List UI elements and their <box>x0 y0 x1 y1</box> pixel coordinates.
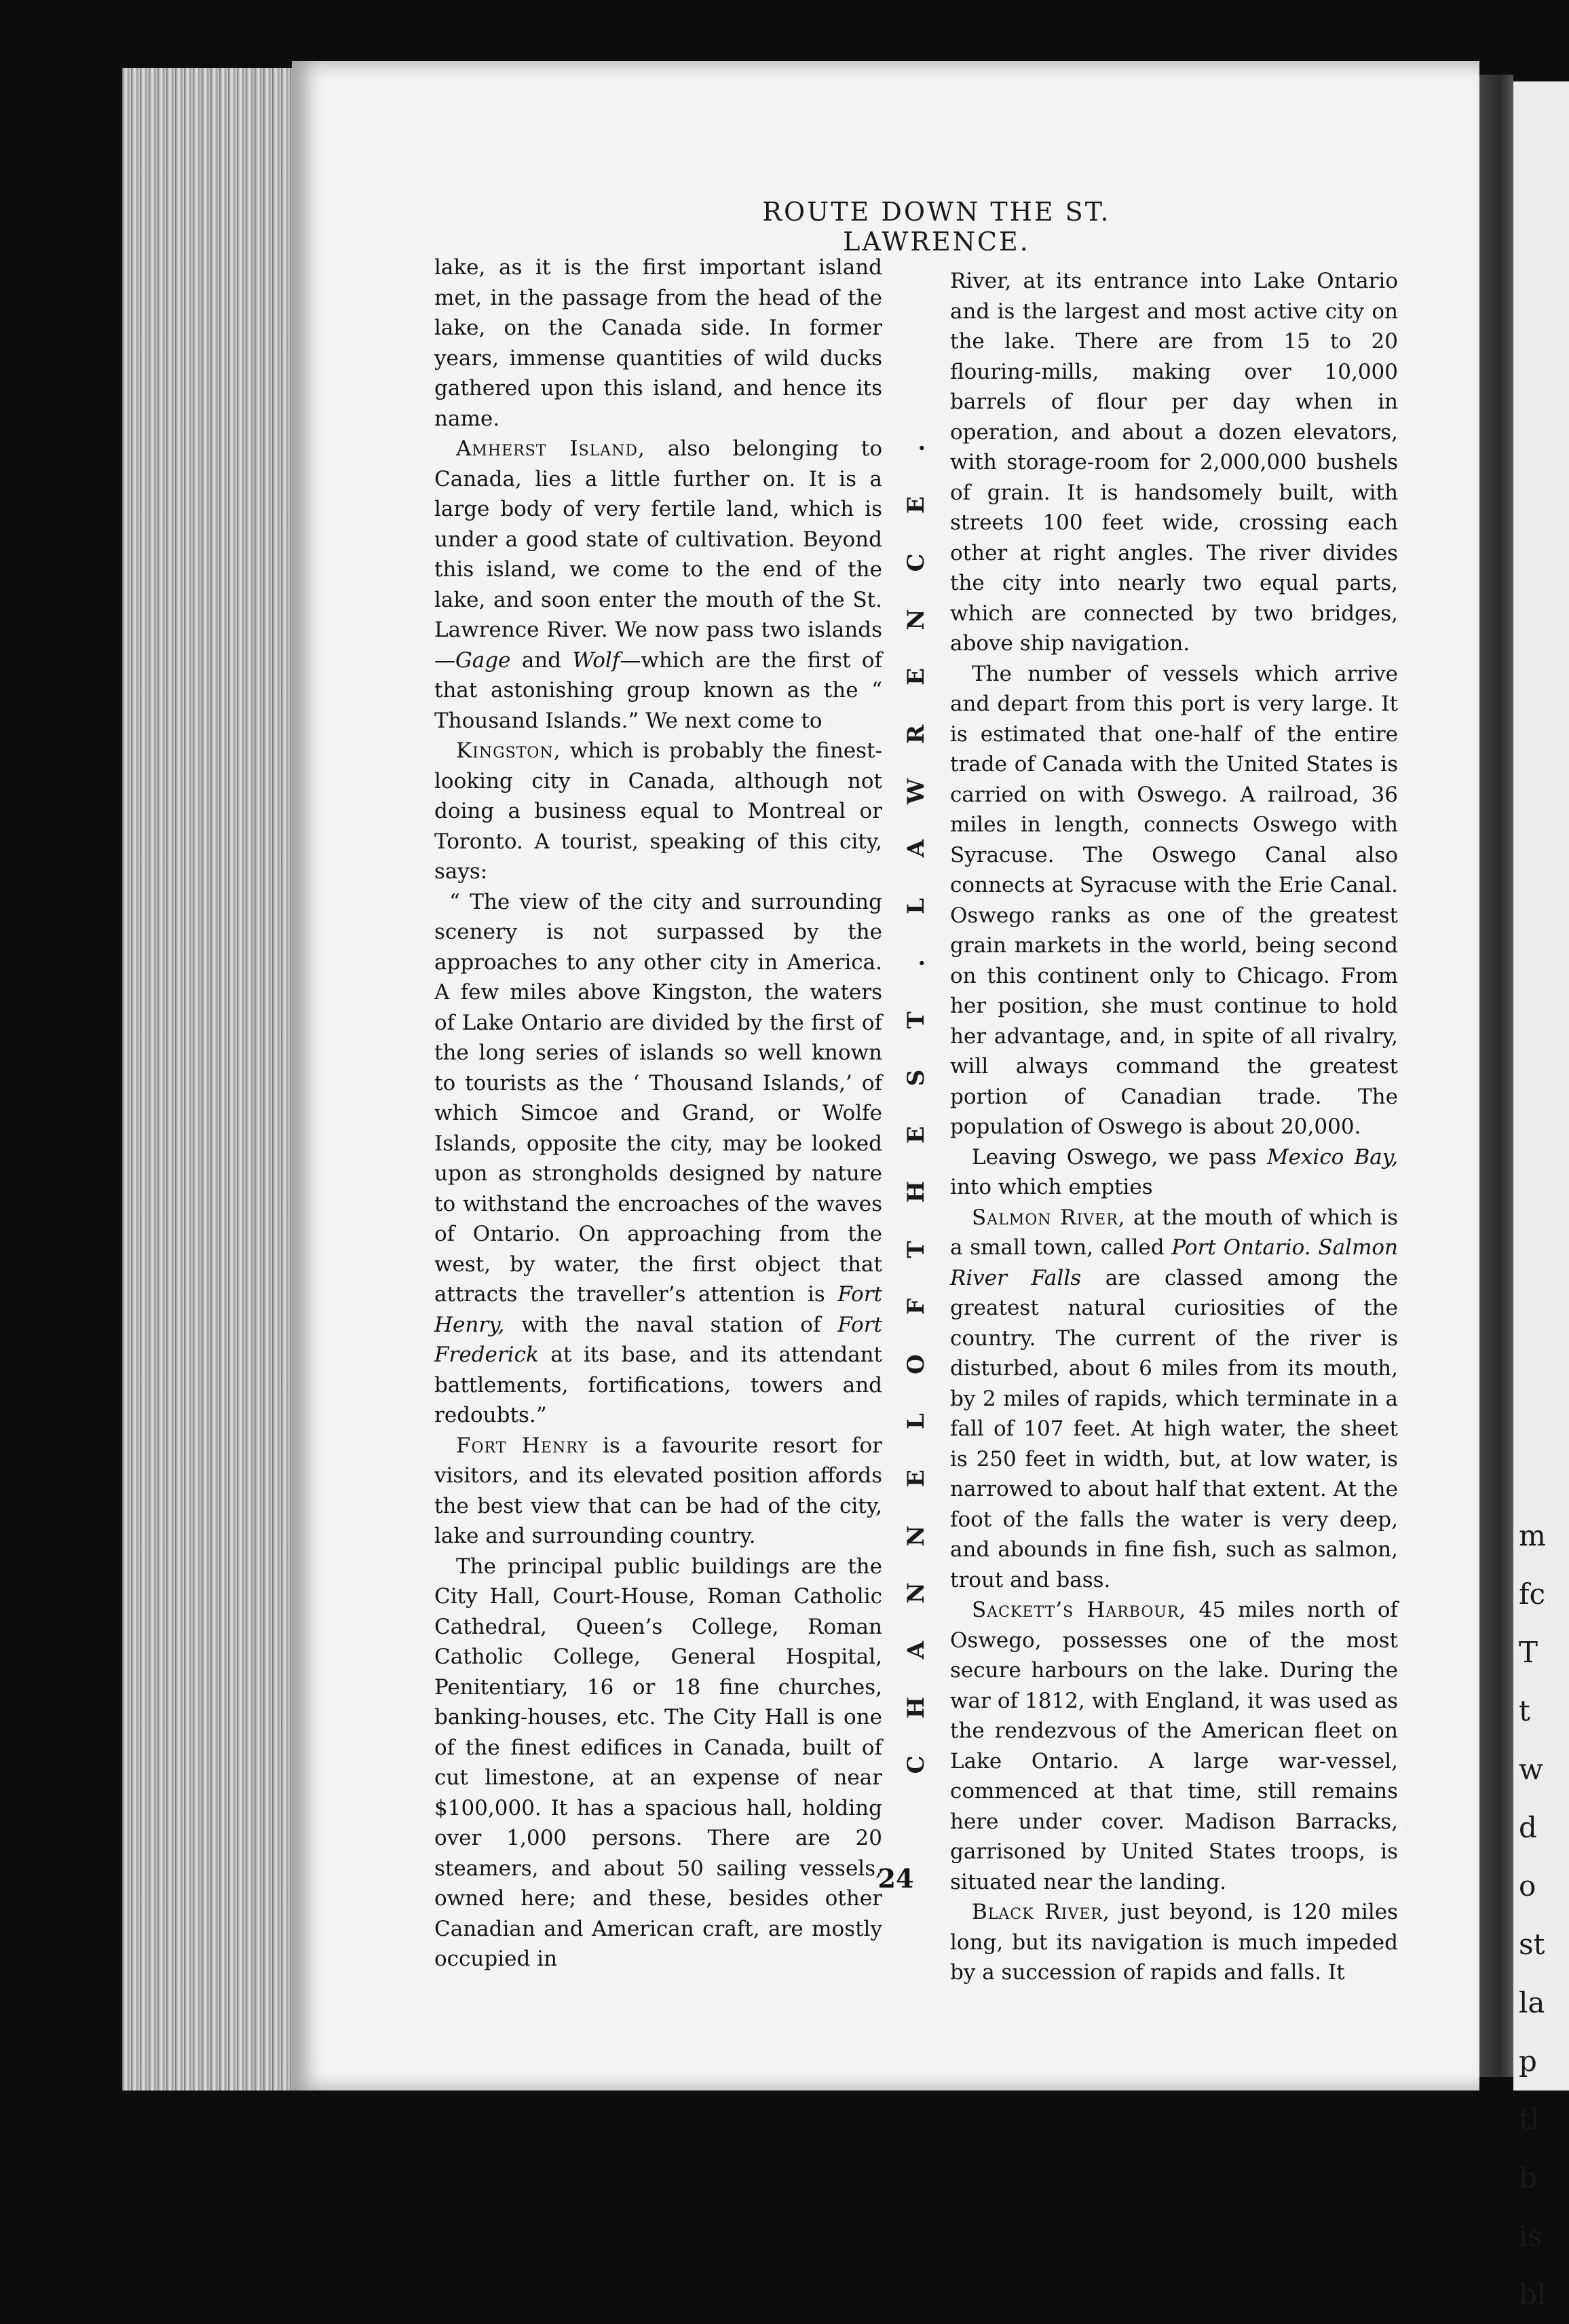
vertical-heading-letter: O <box>903 1353 930 1374</box>
facing-page-letter: o <box>1519 1869 1536 1903</box>
vertical-heading-letter: E <box>903 496 930 514</box>
facing-page-letter: bl <box>1519 2278 1547 2311</box>
vertical-heading-letter: E <box>903 1469 930 1488</box>
italic-term: Fort Henry, <box>434 1282 882 1337</box>
text: Leaving Oswego, we pass <box>972 1144 1267 1169</box>
italic-term: Wolf <box>572 648 620 673</box>
vertical-heading-letter: E <box>903 668 930 686</box>
facing-page-letter: fc <box>1519 1577 1546 1611</box>
facing-page-letter: p <box>1519 2044 1537 2078</box>
book-gutter <box>1479 75 1513 2077</box>
vertical-heading-letter: . <box>903 959 930 968</box>
paragraph <box>950 1897 1398 1988</box>
text: “ The view of the city and surrounding scenery is not surpassed by the approaches to any other city in America. A few miles above Kingston, the waters of Lake Ontario are divided by the first of the long series of islands so well known to tourists as the ‘ Thousand Islands,’ of which Simcoe and Grand, or Wolfe Islands, opposite the city, may be looked upon as strongholds designed by nature to withstand the encroaches of the waves of Ontario. On approaching from the west, by water, the first object that attracts the traveller’s attention is <box>434 889 882 1307</box>
facing-page-letter: T <box>1519 1636 1538 1669</box>
italic-term: Gage <box>455 648 511 673</box>
vertical-heading-letter: L <box>903 897 930 914</box>
paragraph: lake, as it is the first important island met, in the passage from the head of the lake, on the Canada side. In former years, immense quantities of wild ducks gathered upon this island, and hence its name. <box>434 255 882 431</box>
right-column <box>950 266 1398 1988</box>
facing-page-letter: w <box>1519 1753 1543 1786</box>
facing-page-letter: st <box>1519 1928 1545 1961</box>
paragraph <box>950 1595 1398 1897</box>
paragraph <box>434 736 882 887</box>
vertical-heading-letter: N <box>903 1525 930 1547</box>
vertical-heading-letter: R <box>903 724 930 744</box>
left-column <box>434 252 882 1974</box>
paragraph <box>434 1431 882 1552</box>
facing-page-letter: d <box>1519 1811 1537 1844</box>
text: into which empties <box>950 1175 1153 1199</box>
vertical-heading-letter: F <box>903 1298 930 1315</box>
book-page-edges <box>122 68 319 2091</box>
vertical-side-heading <box>889 434 943 1778</box>
vertical-heading-letter: H <box>903 1696 930 1719</box>
italic-term: Mexico Bay, <box>1266 1144 1398 1169</box>
paragraph <box>434 434 882 736</box>
facing-page-fragment <box>1513 81 1569 2311</box>
text: just beyond, is 120 miles long, but its navigation is much impeded by a succession of rapids and falls. It <box>950 1900 1398 1985</box>
entry-heading: Amherst Island, <box>456 436 645 461</box>
paragraph <box>950 1142 1398 1203</box>
vertical-heading-letter: C <box>903 1755 930 1774</box>
text: at the mouth of which is a small town, called <box>950 1205 1398 1260</box>
text: which is probably the finest-looking city in Canada, although not doing a business equal to Montreal or Toronto. A tourist, speaking of this city, says: <box>434 738 882 884</box>
facing-page-letter: la <box>1519 1986 1545 2019</box>
vertical-heading-letter: H <box>903 1181 930 1203</box>
vertical-heading-letter: W <box>903 778 930 805</box>
entry-heading: Salmon River, <box>972 1205 1126 1230</box>
facing-page-letter: t <box>1519 1694 1530 1727</box>
text: —which are the first of that astonishing group known as the “ Thousand Islands.” We next come to <box>434 648 882 733</box>
italic-term: Fort Frederick <box>434 1312 882 1367</box>
vertical-heading-letter: N <box>903 609 930 631</box>
facing-page-letter: is <box>1519 2219 1543 2253</box>
vertical-heading-letter: A <box>903 1641 930 1660</box>
vertical-heading-letter: C <box>903 553 930 572</box>
vertical-heading-letter: A <box>903 840 930 858</box>
entry-heading: Sackett’s Harbour, <box>972 1598 1187 1622</box>
vertical-heading-letter: L <box>903 1412 930 1429</box>
paragraph <box>950 1203 1398 1596</box>
paragraph: River, at its entrance into Lake Ontario and is the largest and most active city on the lake. There are from 15 to 20 flouring-mills, making over 10,000 barrels of flour per day when in operation, and about a dozen elevators, with storage-room for 2,000,000 bushels of grain. It is handsomely built, with streets 100 feet wide, crossing each other at right angles. The river divides the city into nearly two equal parts, which are connected by two bridges, above ship navigation. <box>950 269 1398 656</box>
facing-page-letter: m <box>1519 1519 1546 1552</box>
text: also belonging to Canada, lies a little further on. It is a large body of very fertile land, which is under a good state of cultivation. Beyond this island, we come to the end of the lake, and soon enter the mouth of the St. Lawrence River. We now pass two islands— <box>434 436 882 673</box>
text: and <box>510 648 573 673</box>
vertical-heading-letter: E <box>903 1126 930 1144</box>
vertical-heading-letter: N <box>903 1582 930 1604</box>
entry-heading: Fort Henry <box>456 1433 588 1458</box>
entry-heading: Black River, <box>972 1900 1110 1924</box>
vertical-heading-letter: . <box>903 444 930 452</box>
facing-page-letter: b <box>1519 2161 1537 2194</box>
text: is a favourite resort for visitors, and its elevated position affords the best view that can be had of the city, lake and surrounding country. <box>434 1433 882 1548</box>
paragraph: The principal public buildings are the City Hall, Court-House, Roman Catholic Cathedral, Queen’s College, Roman Catholic College, General Hospital, Penitentiary, 16 or 18 fine churches, banking-houses, etc. The City Hall is one of the finest edifices in Canada, built of cut limestone, at an expense of near $100,000. It has a spacious hall, holding over 1,000 persons. There are 20 steamers, and about 50 sailing vessels, owned here; and these, besides other Canadian and American craft, are mostly occupied in <box>434 1554 882 1971</box>
quotation <box>434 887 882 1431</box>
vertical-heading-letter: S <box>903 1069 930 1087</box>
italic-term: Port Ontario. Salmon River Falls <box>950 1235 1398 1290</box>
facing-page-letters <box>1519 1507 1569 2324</box>
text: 45 miles north of Oswego, possesses one of the most secure harbours on the lake. During the war of 1812, with England, it was used as the rendezvous of the American fleet on Lake Ontario. A large war-vessel, commenced at that time, still remains here under cover. Madison Barracks, garrisoned by United States troops, is situated near the landing. <box>950 1598 1398 1894</box>
text: at its base, and its attendant battlements, fortifications, towers and redoubts.” <box>434 1343 882 1427</box>
text: with the naval station of <box>504 1312 838 1337</box>
paragraph: The number of vessels which arrive and depart from this port is very large. It is estimated that one-half of the entire trade of Canada with the United States is carried on with Oswego. A railroad, 36 miles in length, connects Oswego with Syracuse. The Oswego Canal also connects at Syracuse with the Erie Canal. Oswego ranks as one of the greatest grain markets in the world, being second on this continent only to Chicago. From her position, she must continue to hold her advantage, and, in spite of all rivalry, will always command the greatest portion of Canadian trade. The population of Oswego is about 20,000. <box>950 661 1398 1139</box>
text: are classed among the greatest natural curiosities of the country. The current of the river is disturbed, about 6 miles from its mouth, by 2 miles of rapids, which terminate in a fall of 107 feet. At high water, the sheet is 250 feet in width, but, at low water, is narrowed to about half that extent. At the foot of the falls the water is very deep, and abounds in fine fish, such as salmon, trout and bass. <box>950 1265 1398 1592</box>
facing-page-letter: tl <box>1519 2103 1540 2136</box>
running-head: ROUTE DOWN THE ST. LAWRENCE. <box>762 197 1111 257</box>
vertical-heading-letter: T <box>903 1241 930 1258</box>
page-number: 24 <box>877 1863 914 1894</box>
entry-heading: Kingston, <box>456 738 561 763</box>
vertical-heading-letter: T <box>903 1011 930 1030</box>
